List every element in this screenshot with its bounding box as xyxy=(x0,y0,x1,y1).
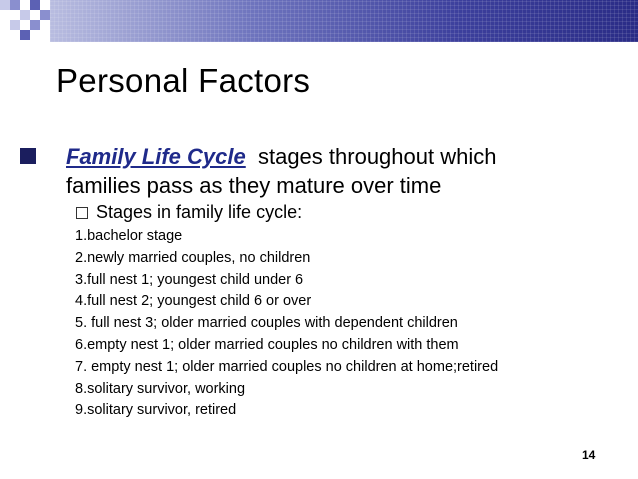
decor-square xyxy=(10,0,20,10)
list-item: 4.full nest 2; youngest child 6 or over xyxy=(75,293,312,310)
decor-square xyxy=(0,0,10,10)
decor-square xyxy=(40,10,50,20)
sub-bullet-text: Stages in family life cycle: xyxy=(96,202,303,222)
stages-list xyxy=(75,226,498,422)
list-item: 1.bachelor stage xyxy=(75,228,183,244)
list-item: 6.empty nest 1; older married couples no children with them xyxy=(75,336,459,353)
header-bar xyxy=(50,0,638,42)
definition-line-2: families pass as they mature over time xyxy=(66,173,442,198)
list-item: 8.solitary survivor, working xyxy=(75,380,246,397)
square-bullet-icon xyxy=(20,148,36,164)
list-item: 7. empty nest 1; older married couples no children at home;retired xyxy=(75,358,499,375)
decor-square xyxy=(10,20,20,30)
list-item: 5. full nest 3; older married couples with dependent children xyxy=(75,315,458,332)
decor-square xyxy=(20,10,30,20)
main-bullet-text xyxy=(66,142,606,200)
list-item: 3.full nest 1; youngest child under 6 xyxy=(75,271,304,288)
list-item: 2.newly married couples, no children xyxy=(75,249,311,266)
sub-bullet xyxy=(76,202,302,223)
page-number: 14 xyxy=(582,448,596,462)
list-item: 9.solitary survivor, retired xyxy=(75,402,237,419)
decor-square xyxy=(30,0,40,10)
decor-square xyxy=(30,20,40,30)
definition-line-1: stages throughout which xyxy=(245,144,497,169)
slide-title: Personal Factors xyxy=(56,62,311,99)
hollow-square-bullet-icon xyxy=(76,207,88,219)
decor-square xyxy=(20,30,30,40)
term-family-life-cycle: Family Life Cycle xyxy=(66,144,246,169)
